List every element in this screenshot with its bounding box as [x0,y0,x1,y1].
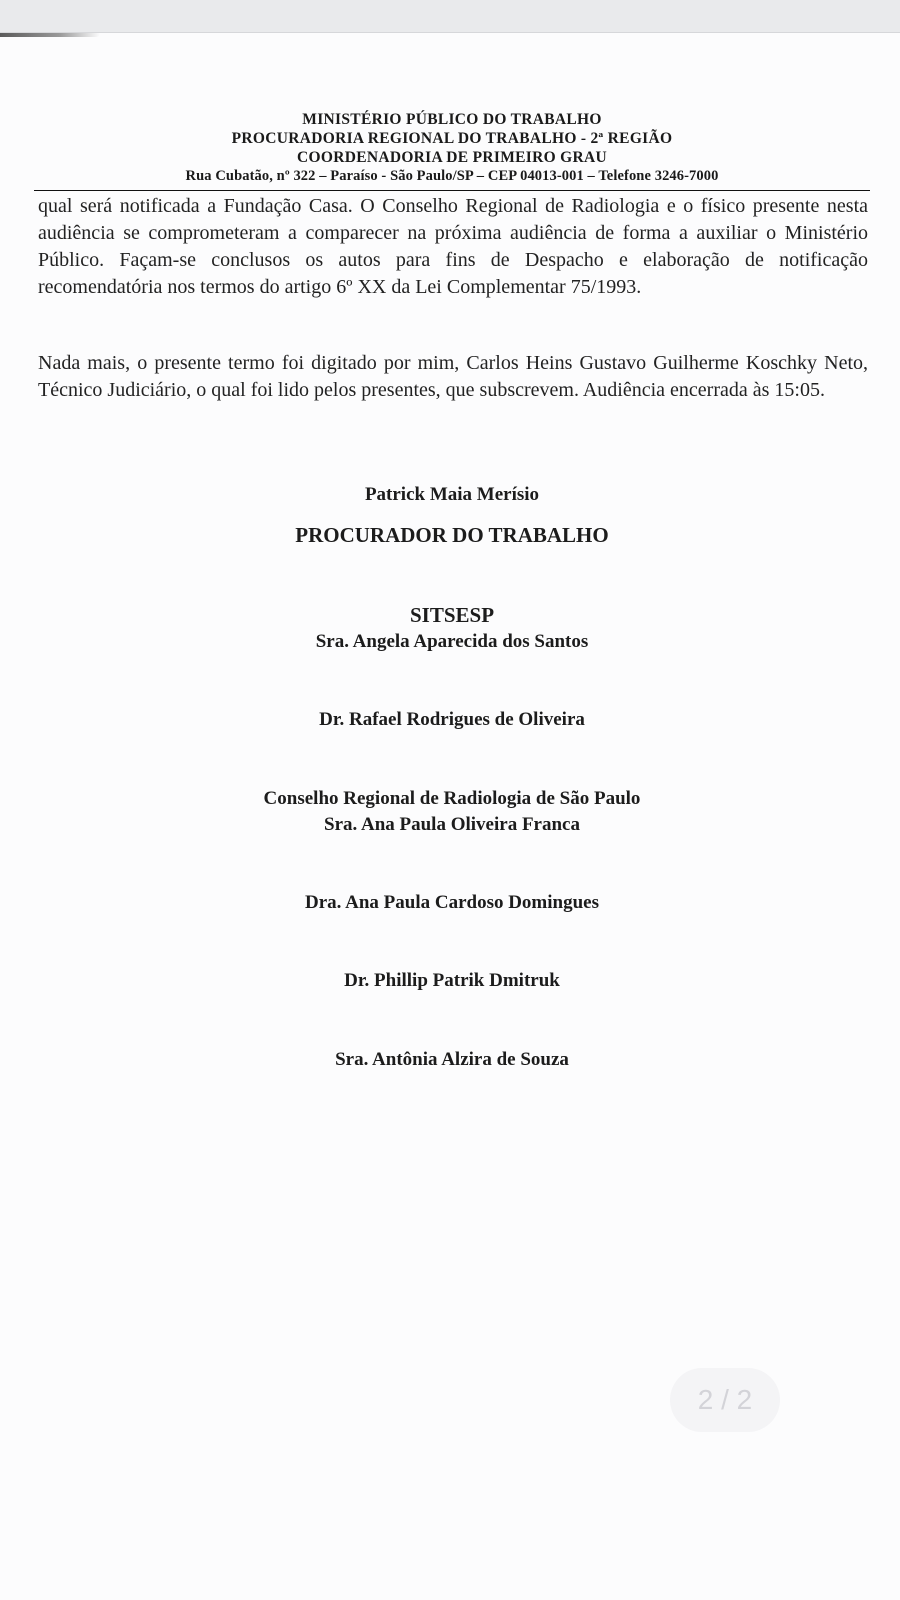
signature-sitsesp-org: SITSESP [409,603,495,627]
letterhead-coordenadoria: COORDENADORIA DE PRIMEIRO GRAU [297,149,607,166]
viewer-top-bar [0,0,900,33]
signature-rafael: Dr. Rafael Rodrigues de Oliveira [319,709,585,730]
signature-procurador-title: PROCURADOR DO TRABALHO [295,523,609,547]
signature-ana-paula-cardoso: Dra. Ana Paula Cardoso Domingues [305,892,599,913]
page-indicator: 2 / 2 [670,1368,780,1432]
letterhead-address: Rua Cubatão, nº 322 – Paraíso - São Paulo/SP – CEP 04013-001 – Telefone 3246-7000 [185,168,719,184]
letterhead [34,110,870,186]
signature-sitsesp-name: Sra. Angela Aparecida dos Santos [315,631,589,652]
body-paragraph-1: qual será notificada a Fundação Casa. O Conselho Regional de Radiologia e o físico presente nesta audiência se comprometeram a comparecer na próxima audiência de forma a auxiliar o Ministério Público. Façam-se conclusos os autos para fins de Despacho e elaboração de notificação recomendatória nos termos do artigo 6º XX da Lei Complementar 75/1993. [38,195,868,298]
letterhead-divider [34,190,870,191]
signature-phillip: Dr. Phillip Patrik Dmitruk [344,970,560,991]
signature-conselho-org: Conselho Regional de Radiologia de São Paulo [263,788,641,809]
page-corner-shadow [0,33,100,37]
letterhead-procuradoria: PROCURADORIA REGIONAL DO TRABALHO - 2ª REGIÃO [231,130,673,147]
signature-antonia: Sra. Antônia Alzira de Souza [335,1049,569,1070]
letterhead-ministry: MINISTÉRIO PÚBLICO DO TRABALHO [302,111,602,128]
signature-conselho-name: Sra. Ana Paula Oliveira Franca [324,814,580,835]
body-paragraph-2: Nada mais, o presente termo foi digitado por mim, Carlos Heins Gustavo Guilherme Koschky Neto, Técnico Judiciário, o qual foi lido pelos presentes, que subscrevem. Audiência encerrada às 15:05. [38,352,868,401]
signature-procurador-name: Patrick Maia Merísio [364,484,540,505]
